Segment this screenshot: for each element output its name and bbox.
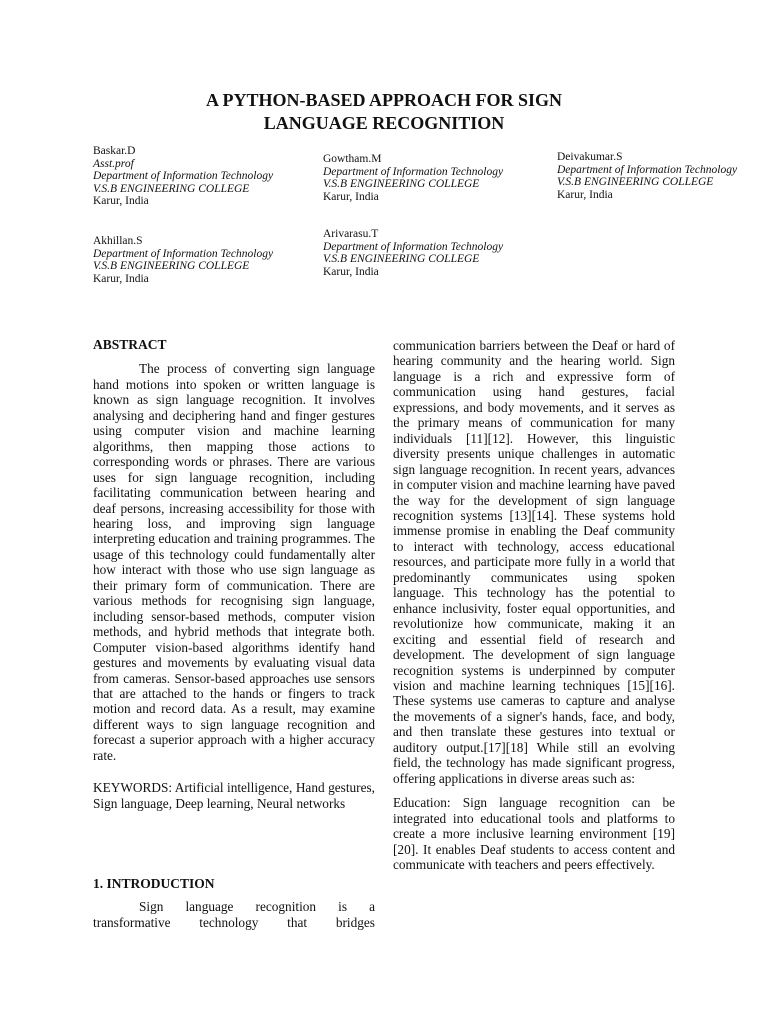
author-name: Akhillan.S [93,235,143,247]
paper-title-line-1: A PYTHON-BASED APPROACH FOR SIGN [205,90,563,110]
author-college: V.S.B ENGINEERING COLLEGE [93,182,250,195]
paper-title [0,89,768,135]
author-name: Gowtham.M [323,153,382,165]
introduction-heading: 1. INTRODUCTION [93,876,215,891]
author-college: V.S.B ENGINEERING COLLEGE [323,178,480,191]
author-location: Karur, India [323,190,379,203]
author-college: V.S.B ENGINEERING COLLEGE [557,176,714,189]
author-college: V.S.B ENGINEERING COLLEGE [93,260,250,273]
author-department: Department of Information Technology [557,163,738,176]
author-role: Asst.prof [93,157,134,170]
education-paragraph: Education: Sign language recognition can be integrated into educational tools and platforms to create a more inclusive learning environment [19][20]. It enables Deaf students to access content and communicate with teachers and peers effectively. [393,795,675,872]
abstract-heading: ABSTRACT [93,337,167,352]
keywords: KEYWORDS: Artificial intelligence, Hand gestures, Sign language, Deep learning, Neural networks [93,780,375,811]
author-department: Department of Information Technology [93,247,274,260]
author-block-3 [557,151,737,201]
left-column [93,337,375,811]
introduction-section [93,876,375,930]
author-location: Karur, India [93,195,149,208]
author-college: V.S.B ENGINEERING COLLEGE [323,253,480,266]
author-block-5 [323,228,503,278]
right-column [393,338,675,872]
author-name: Deivakumar.S [557,151,623,163]
author-name: Baskar.D [93,145,136,157]
author-block-1 [93,145,273,208]
author-block-2 [323,153,503,203]
author-location: Karur, India [557,188,613,201]
author-block-4 [93,235,273,285]
author-department: Department of Information Technology [323,240,504,253]
author-department: Department of Information Technology [323,165,504,178]
author-department: Department of Information Technology [93,170,274,183]
author-name: Arivarasu.T [323,228,379,240]
paper-title-line-2: LANGUAGE RECOGNITION [263,113,505,133]
introduction-text-start: Sign language recognition is a transformative technology that bridges [93,899,375,930]
abstract-text: The process of converting sign language hand motions into spoken or written language is known as sign language recognition. It involves analysing and deciphering hand and finger gestures using computer vision and machine learning algorithms, then mapping those actions to corresponding words or phrases. There are various uses for sign language recognition, including facilitating communication between hearing and deaf persons, increasing accessibility for those with hearing loss, and improving sign language interpreting education and training programmes. The usage of this technology could fundamentally alter how interact with those who use sign language as their primary form of communication. There are various methods for recognising sign language, including sensor-based methods, computer vision methods, and hybrid methods that integrate both. Computer vision-based algorithms identify hand gestures and movements by evaluating visual data from cameras. Sensor-based approaches use sensors that are attached to the hands or fingers to track motion and record data. As a result, may examine different ways to sign language recognition and forecast a superior approach with a higher accuracy rate. [93,361,375,763]
introduction-text-continued: communication barriers between the Deaf or hard of hearing community and the hearing world. Sign language is a rich and expressive form of communication using hand gestures, facial expressions, and body movements, and it serves as the primary means of communication for many individuals [11][12]. However, this linguistic diversity presents unique challenges in automatic sign language recognition. In recent years, advances in computer vision and machine learning have paved the way for the development of sign language recognition systems [13][14]. These systems hold immense promise in enabling the Deaf community to interact with technology, access educational resources, and participate more fully in a world that predominantly communicates using spoken language. This technology has the potential to enhance inclusivity, foster equal opportunities, and revolutionize how communicate, making it an exciting and essential field of research and development. The development of sign language recognition systems is underpinned by computer vision and machine learning techniques [15][16]. These systems use cameras to capture and analyse the movements of a signer's hands, face, and body, and then translate these gestures into textual or auditory output.[17][18] While still an evolving field, the technology has made significant progress, offering applications in diverse areas such as: [393,338,675,786]
author-location: Karur, India [93,272,149,285]
author-location: Karur, India [323,265,379,278]
